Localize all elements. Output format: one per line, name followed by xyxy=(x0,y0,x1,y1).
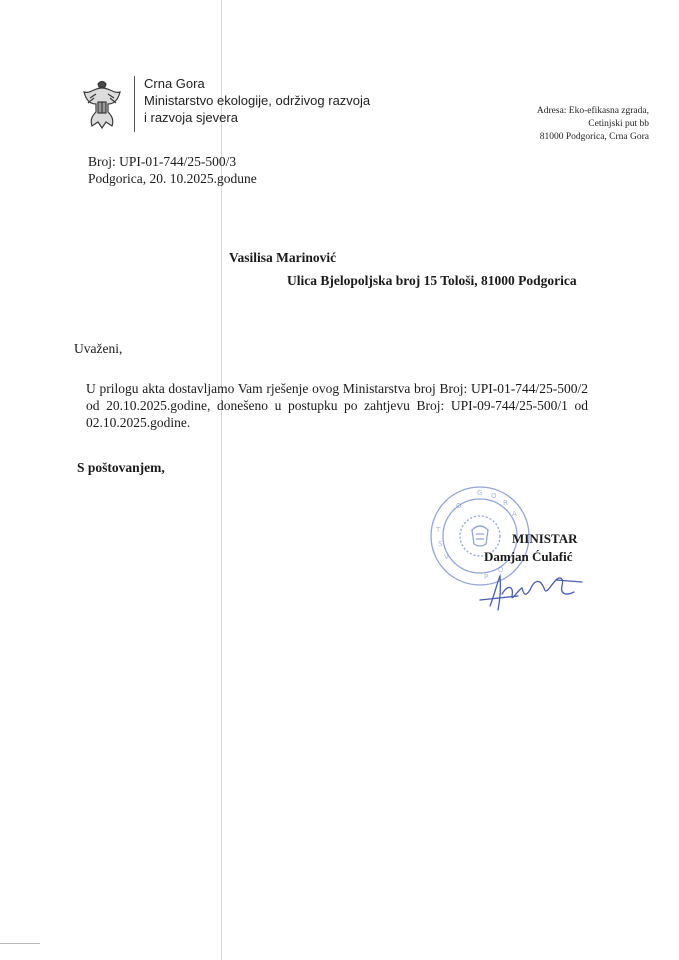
address-line1: Adresa: Eko-efikasna zgrada, xyxy=(536,106,649,116)
recipient-address: Ulica Bjelopoljska broj 15 Tološi, 81000 Podgorica xyxy=(287,273,577,288)
country-name: Crna Gora xyxy=(144,76,205,91)
svg-text:P: P xyxy=(484,573,489,581)
salutation: Uvaženi, xyxy=(74,341,123,356)
ministry-address xyxy=(537,105,649,144)
signatory-title: MINISTAR xyxy=(512,531,578,546)
address-line3: 81000 Podgorica, Crna Gora xyxy=(539,132,649,142)
svg-text:O: O xyxy=(491,492,497,500)
ministry-name-line1: Ministarstvo ekologije, održivog razvoja xyxy=(144,93,371,108)
recipient-name: Vasilisa Marinović xyxy=(229,250,337,265)
signatory-name: Damjan Ćulafić xyxy=(484,549,573,564)
svg-text:R: R xyxy=(503,499,508,507)
svg-text:A: A xyxy=(512,510,517,518)
handwritten-signature-icon xyxy=(470,566,585,616)
header-divider xyxy=(134,76,135,132)
reference-block xyxy=(88,153,257,187)
coat-of-arms-icon xyxy=(80,78,124,132)
ministry-block xyxy=(144,75,370,126)
scan-fold-line xyxy=(221,0,222,960)
svg-text:S: S xyxy=(438,540,443,548)
reference-number: Broj: UPI-01-744/25-500/3 xyxy=(88,154,237,169)
svg-text:O: O xyxy=(456,502,462,510)
svg-text:T: T xyxy=(436,526,441,534)
letter-body: U prilogu akta dostavljamo Vam rješenje ovog Ministarstva broj Broj: UPI-01-744/25-500/2 od 20.10.2025.godine, donešeno u postupku po zahtjevu Broj: UPI-09-744/25-500/1 od 02.10.2025.godine. xyxy=(86,381,588,430)
svg-text:G: G xyxy=(477,489,483,497)
closing: S poštovanjem, xyxy=(77,460,165,475)
svg-text:O: O xyxy=(498,566,504,574)
scan-edge-mark xyxy=(0,943,40,944)
svg-text:V: V xyxy=(444,553,449,561)
address-line2: Cetinjski put bb xyxy=(588,119,649,129)
ministry-name-line2: i razvoja sjevera xyxy=(144,110,238,125)
place-date: Podgorica, 20. 10.2025.godune xyxy=(88,171,257,186)
